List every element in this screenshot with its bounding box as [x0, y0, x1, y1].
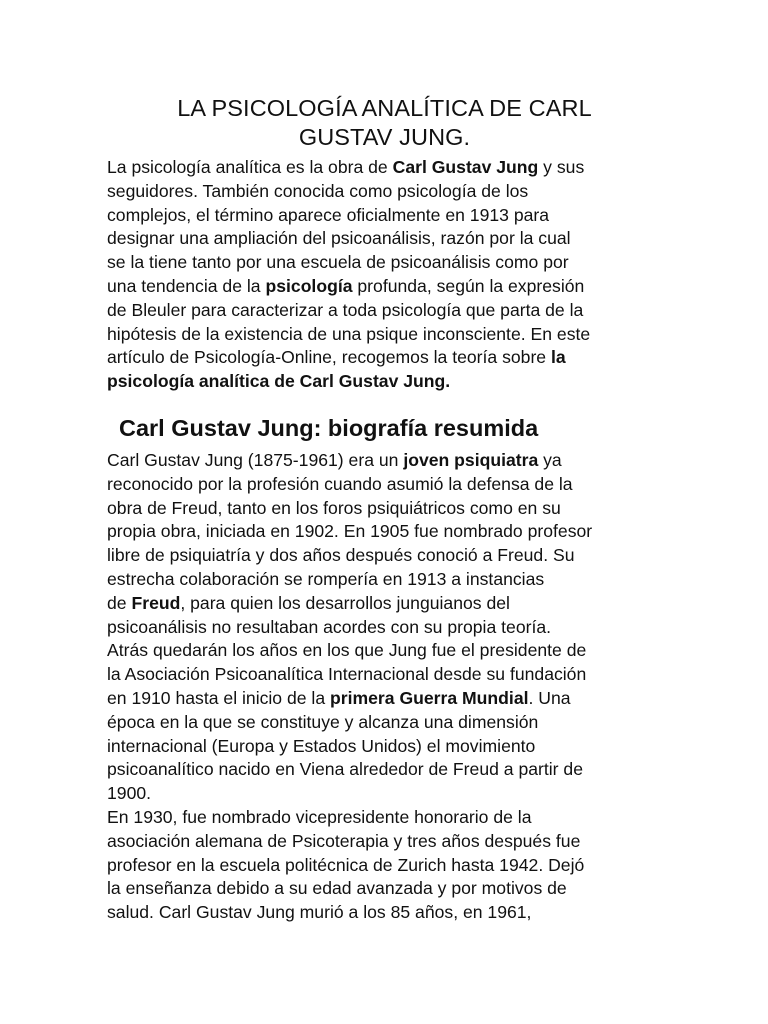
text-segment: se la tiene tanto por una escuela de psicoanálisis como por — [107, 252, 569, 273]
text-line — [107, 806, 667, 830]
text-line — [107, 227, 667, 251]
text-line — [107, 449, 667, 473]
text-line — [107, 568, 667, 592]
text-segment: artículo de Psicología-Online, recogemos la teoría sobre — [107, 347, 551, 368]
text-segment: La psicología analítica es la obra de — [107, 157, 393, 177]
text-segment: profunda, según la expresión — [352, 275, 585, 296]
text-segment: Atrás quedarán los años en los que Jung fue el presidente de — [107, 640, 587, 661]
text-segment: y sus — [538, 157, 585, 177]
text-line — [107, 782, 667, 806]
text-line — [107, 520, 667, 544]
text-line — [107, 687, 667, 711]
biography-paragraph — [107, 449, 667, 925]
text-segment: reconocido por la profesión cuando asumió la defensa de la — [107, 473, 573, 494]
document-page — [107, 94, 667, 925]
text-line — [107, 497, 667, 521]
text-segment: ya — [538, 449, 562, 470]
text-segment: asociación alemana de Psicoterapia y tres años después fue — [107, 830, 581, 851]
document-title — [107, 94, 662, 152]
text-line — [107, 854, 667, 878]
text-line — [107, 156, 667, 180]
text-segment: complejos, el término aparece oficialmente en 1913 para — [107, 204, 550, 225]
text-line — [107, 346, 667, 370]
text-segment: , para quien los desarrollos junguianos del — [180, 592, 510, 613]
text-segment: la Asociación Psicoanalítica Internacional desde su fundación — [107, 664, 587, 685]
text-segment: una tendencia de la — [107, 275, 266, 296]
text-segment: en 1910 hasta el inicio de la — [107, 687, 331, 708]
text-line — [107, 323, 667, 347]
text-line — [107, 275, 667, 299]
text-segment: . Una — [528, 687, 571, 708]
bold-text: Carl Gustav Jung — [392, 157, 539, 177]
text-segment: la enseñanza debido a su edad avanzada y por motivos de — [107, 878, 567, 899]
bold-text: psicología analítica de Carl Gustav Jung. — [107, 371, 451, 392]
text-line — [107, 616, 667, 640]
text-segment: Carl Gustav Jung (1875-1961) era un — [107, 449, 404, 470]
text-segment: designar una ampliación del psicoanálisis, razón por la cual — [107, 228, 571, 249]
intro-paragraph — [107, 156, 667, 394]
text-segment: de Bleuler para caracterizar a toda psicología que parta de la — [107, 299, 584, 320]
text-line — [107, 639, 667, 663]
text-segment: salud. Carl Gustav Jung murió a los 85 años, en 1961, — [107, 902, 532, 923]
text-segment: psicoanálisis no resultaban acordes con su propia teoría. — [107, 616, 552, 637]
text-line — [107, 877, 667, 901]
text-line — [107, 204, 667, 228]
text-segment: obra de Freud, tanto en los foros psiquiátricos como en su — [107, 497, 561, 518]
text-segment: seguidores. También conocida como psicología de los — [107, 180, 529, 201]
text-line — [107, 370, 667, 394]
text-line — [107, 473, 667, 497]
text-line — [107, 592, 667, 616]
text-segment: estrecha colaboración se rompería en 1913 a instancias — [107, 568, 545, 589]
text-segment: psicoanalítico nacido en Viena alrededor de Freud a partir de — [107, 759, 583, 780]
text-segment: hipótesis de la existencia de una psique inconsciente. En este — [107, 323, 591, 344]
bold-text: Freud — [131, 592, 181, 613]
text-segment: libre de psiquiatría y dos años después conoció a Freud. Su — [107, 545, 575, 566]
text-line — [107, 830, 667, 854]
text-line — [107, 901, 667, 925]
text-segment: época en la que se constituye y alcanza una dimensión — [107, 711, 539, 732]
text-line — [107, 544, 667, 568]
title-line-1: LA PSICOLOGÍA ANALÍTICA DE CARL — [177, 95, 592, 121]
text-segment: profesor en la escuela politécnica de Zurich hasta 1942. Dejó — [107, 854, 585, 875]
bold-text: primera Guerra Mundial — [330, 687, 529, 708]
text-segment: internacional (Europa y Estados Unidos) el movimiento — [107, 735, 536, 756]
bold-text: joven psiquiatra — [403, 449, 539, 470]
text-line — [107, 251, 667, 275]
bold-text: la — [551, 347, 566, 368]
text-segment: 1900. — [107, 783, 152, 804]
section-heading: Carl Gustav Jung: biografía resumida — [119, 414, 539, 441]
text-line — [107, 180, 667, 204]
text-line — [107, 299, 667, 323]
text-segment: propia obra, iniciada en 1902. En 1905 fue nombrado profesor — [107, 521, 593, 542]
text-segment: de — [107, 592, 132, 613]
text-segment: En 1930, fue nombrado vicepresidente honorario de la — [107, 806, 532, 827]
text-line — [107, 663, 667, 687]
title-line-2: GUSTAV JUNG. — [298, 124, 471, 150]
text-line — [107, 711, 667, 735]
text-line — [107, 735, 667, 759]
text-line — [107, 758, 667, 782]
bold-text: psicología — [265, 275, 353, 296]
